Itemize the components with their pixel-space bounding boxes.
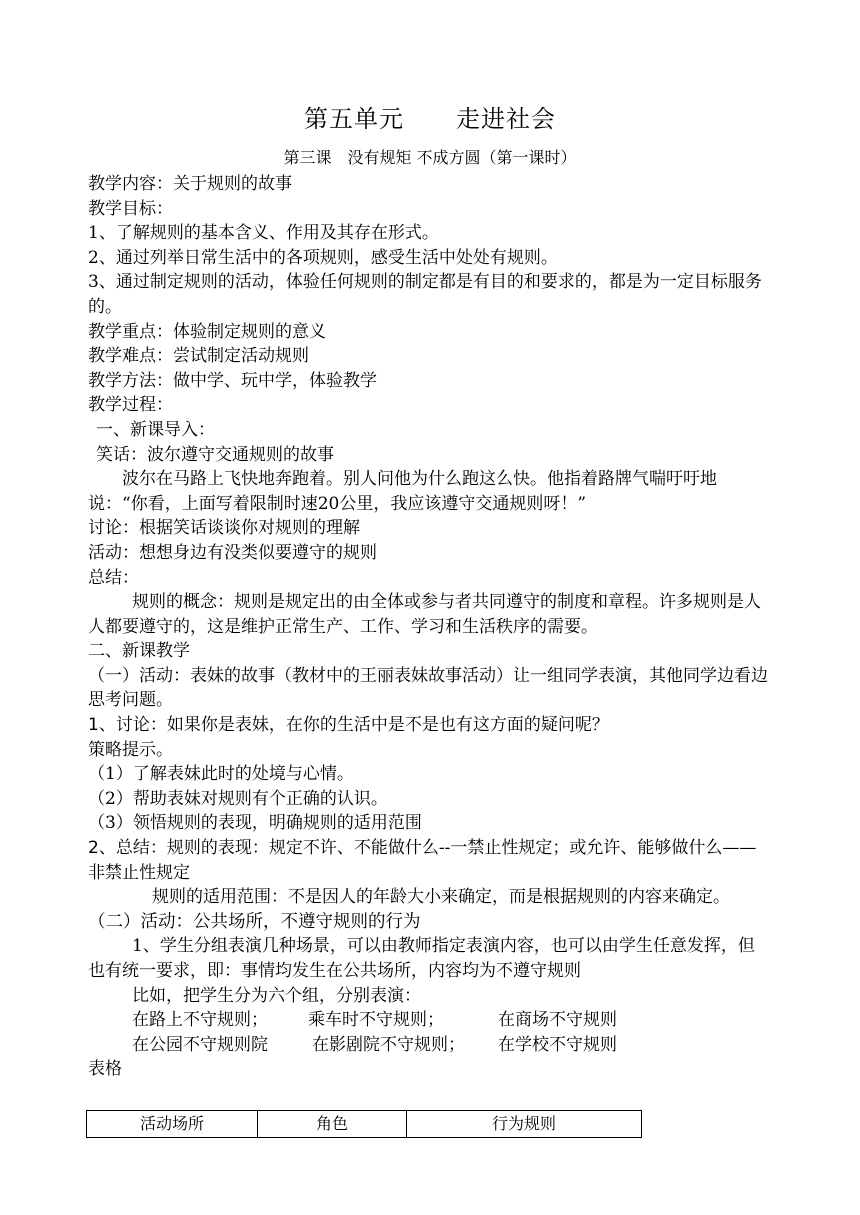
- teaching-goals-heading: 教学目标：: [88, 198, 173, 219]
- table-label: 表格: [88, 1059, 122, 1080]
- teaching-key-point: 教学重点：体验制定规则的意义: [88, 321, 326, 342]
- rule-scope: 规则的适用范围：不是因人的年龄大小来确定，而是根据规则的内容来确定。: [152, 887, 730, 908]
- activity-2-line: [88, 910, 768, 935]
- question-1-label: 1、讨论：: [88, 715, 167, 736]
- table-header-place: 活动场所: [87, 1111, 258, 1138]
- unit-title-part2: 走进社会: [456, 105, 556, 133]
- summary-2-text: 规则的表现：规定不许、不能做什么--一禁止性规定；或允许、能够做什么——非禁止性规定: [88, 838, 757, 883]
- teaching-process-heading: 教学过程：: [88, 395, 173, 416]
- goal-3: 3、通过制定规则的活动，体验任何规则的制定都是有目的和要求的，都是为一定目标服务的。: [88, 272, 762, 317]
- activity-2-heading: （二）活动：: [88, 911, 193, 932]
- lesson-body: [88, 172, 768, 1082]
- goal-2: 2、通过列举日常生活中的各项规则，感受生活中处处有规则。: [88, 247, 558, 268]
- rule-concept: 规则的概念：规则是规定出的由全体或参与者共同遵守的制度和章程。许多规则是人人都要遵守的，这是维护正常生产、工作、学习和生活秩序的需要。: [88, 592, 761, 637]
- strategy-hint: 策略提示。: [88, 739, 173, 760]
- joke-text: 波尔在马路上飞快地奔跑着。别人问他为什么跑这么快。他指着路牌气喘吁吁地说：“你看，上面写着限制时速20公里，我应该遵守交通规则呀！”: [88, 469, 717, 514]
- joke-title: 笑话：波尔遵守交通规则的故事: [96, 444, 334, 465]
- rule-scope-line: [88, 885, 768, 910]
- section-2-heading: 二、新课教学: [88, 641, 190, 662]
- discuss-line: [88, 516, 768, 541]
- hint-3: （3）领悟规则的表现，明确规则的适用范围: [88, 813, 422, 834]
- activity-text: 想想身边有没类似要遵守的规则: [139, 542, 377, 563]
- group-row-1: [88, 1008, 768, 1033]
- teaching-content: 教学内容：关于规则的故事: [88, 174, 292, 194]
- table-header-rules: 行为规则: [407, 1111, 642, 1138]
- teaching-method: 教学方法：做中学、玩中学，体验教学: [88, 370, 377, 391]
- activity-1-heading: （一）活动：表妹的故事（教材中的王丽表妹故事活动: [88, 665, 496, 686]
- table-header-row: [87, 1111, 642, 1138]
- group-5: 在影剧院不守规则；: [312, 1034, 465, 1055]
- question-1-text: 如果你是表妹，在你的生活中是不是也有这方面的疑问呢？: [166, 715, 609, 736]
- discuss-text: 根据笑话谈谈你对规则的理解: [139, 518, 360, 539]
- hint-2: （2）帮助表妹对规则有个正确的认识。: [88, 788, 388, 809]
- activity-1-text: ）让一组同学表演，其他同学边看边思考问题。: [88, 665, 768, 711]
- activity-2-paragraph: 1、学生分组表演几种场景，可以由教师指定表演内容，也可以由学生任意发挥，但也有统一要求，即：事情均发生在公共场所，内容均为不遵守规则: [88, 936, 755, 981]
- activity-1-line: [88, 664, 768, 713]
- activity-label: 活动：: [88, 542, 139, 563]
- teaching-difficulty: 教学难点：尝试制定活动规则: [88, 346, 309, 367]
- summary-2-label: 2、总结：: [88, 838, 167, 859]
- summary-2-line: [88, 836, 768, 885]
- summary-heading: 总结：: [88, 567, 139, 588]
- question-1-line: [88, 713, 768, 738]
- discuss-label: 讨论：: [88, 518, 139, 539]
- section-1-heading: 一、新课导入：: [96, 419, 215, 440]
- activity-table: [86, 1110, 642, 1138]
- unit-title: [0, 103, 860, 135]
- table-header-role: 角色: [258, 1111, 407, 1138]
- group-3: 在商场不守规则: [498, 1010, 617, 1031]
- group-1: 在路上不守规则；: [132, 1010, 268, 1031]
- group-4: 在公园不守规则院: [132, 1034, 268, 1055]
- goal-1: 1、了解规则的基本含义、作用及其存在形式。: [88, 223, 439, 244]
- lesson-subtitle: 第三课 没有规矩 不成方圆（第一课时）: [283, 148, 577, 167]
- hint-1: （1）了解表妹此时的处境与心情。: [88, 764, 354, 785]
- group-6: 在学校不守规则: [498, 1034, 617, 1055]
- group-2: 乘车时不守规则；: [308, 1010, 444, 1031]
- unit-title-part1: 第五单元: [304, 105, 404, 133]
- group-intro: 比如，把学生分为六个组，分别表演：: [132, 985, 421, 1006]
- activity-2-text: 公共场所，不遵守规则的行为: [193, 911, 421, 932]
- activity-line: [88, 541, 768, 566]
- group-row-2: [88, 1033, 768, 1058]
